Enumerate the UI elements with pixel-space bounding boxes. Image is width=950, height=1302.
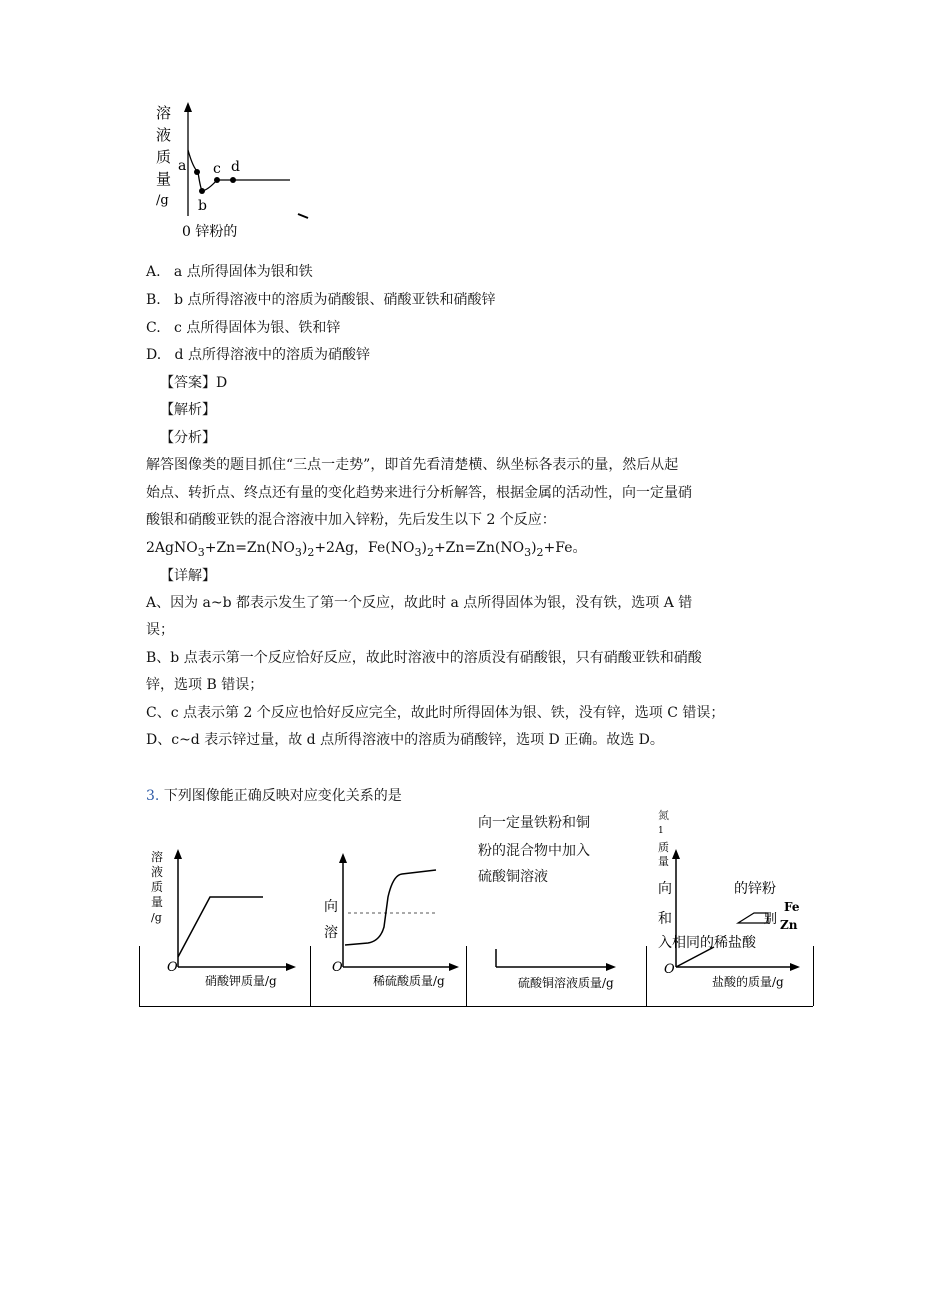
detail-line-5: C、c 点表示第 2 个反应也恰好反应完全，故此时所得固体为银、铁，没有锌，选项 C 错误； — [146, 705, 725, 721]
svg-text:/g: /g — [151, 911, 162, 924]
fig1-xlabel: 0 锌粉的 — [182, 224, 238, 240]
fig1-point-c: c — [213, 161, 221, 177]
q3-graph-3 — [482, 945, 642, 995]
svg-text:1: 1 — [658, 826, 664, 836]
svg-text:和: 和 — [658, 911, 672, 927]
q3-overlay-line-2: 粉的混合物中加入 — [478, 843, 590, 859]
fig1-ylabel-5: /g — [156, 193, 169, 208]
q3-graph-1 — [145, 845, 305, 995]
detail-line-1: A、因为 a~b 都表示发生了第一个反应，故此时 a 点所得固体为银，没有铁，选项 A 错 — [146, 595, 693, 611]
table-border-right — [813, 946, 814, 1006]
q3-overlay-line-1: 向一定量铁粉和铜 — [478, 815, 590, 831]
svg-text:量: 量 — [151, 895, 164, 909]
svg-text:别: 别 — [764, 912, 778, 927]
q3-overlay-line-3: 硫酸铜溶液 — [478, 869, 548, 885]
option-b — [146, 290, 496, 310]
svg-text:质: 质 — [151, 880, 164, 894]
svg-text:Zn: Zn — [780, 918, 798, 932]
fenxi-line-1: 解答图像类的题目抓住“三点一走势”，即首先看清楚横、纵坐标各表示的量，然后从起 — [146, 457, 679, 473]
option-b-letter: B. — [146, 292, 161, 308]
analysis-heading: 【解析】 — [160, 402, 216, 418]
svg-text:的锌粉: 的锌粉 — [734, 881, 776, 897]
option-c-letter: C. — [146, 320, 161, 336]
option-a-text: a 点所得固体为银和铁 — [173, 264, 313, 280]
option-c-text: c 点所得固体为银、铁和锌 — [174, 320, 341, 336]
option-d-text: d 点所得溶液中的溶质为硝酸锌 — [174, 347, 370, 363]
fig1-ylabel-2: 液 — [156, 126, 172, 144]
svg-text:硫酸铜溶液质量/g: 硫酸铜溶液质量/g — [518, 976, 614, 990]
answer-line: 【答案】D — [160, 375, 228, 391]
table-border-1 — [310, 946, 311, 1006]
svg-text:向: 向 — [324, 899, 338, 915]
question-3-number: 3. — [146, 788, 160, 804]
fenxi-line-2: 始点、转折点、终点还有量的变化趋势来进行分析解答，根据金属的活动性，向一定量硝 — [146, 485, 692, 501]
fenxi-heading: 【分析】 — [160, 430, 216, 446]
svg-text:O: O — [332, 960, 343, 975]
table-border-left — [139, 946, 140, 1006]
detail-heading: 【详解】 — [160, 568, 216, 584]
q3-graph-4 — [650, 805, 812, 995]
fig1-ylabel-3: 质 — [156, 148, 172, 166]
svg-text:入相同的稀盐酸: 入相同的稀盐酸 — [658, 935, 756, 951]
question-3 — [146, 786, 402, 806]
svg-text:稀硫酸质量/g: 稀硫酸质量/g — [373, 974, 445, 988]
svg-text:溶: 溶 — [324, 925, 338, 941]
option-d — [146, 345, 370, 365]
svg-text:O: O — [664, 962, 675, 977]
svg-text:质: 质 — [658, 841, 669, 854]
fig1-point-a: a — [178, 158, 187, 174]
fig1-ylabel-4: 量 — [156, 170, 172, 188]
svg-text:液: 液 — [151, 865, 164, 879]
fig1-point-b: b — [198, 198, 207, 214]
reaction-equation: $2AgNO_3+Zn=Zn(NO_3)_2+2Ag$，$Fe(NO_3)_2+Zn=Zn(NO_3)_2+Fe$。 — [146, 540, 587, 559]
svg-text:量: 量 — [658, 855, 669, 868]
svg-text:硝酸钾质量/g: 硝酸钾质量/g — [205, 974, 277, 988]
option-d-letter: D. — [146, 347, 162, 363]
fig1-ylabel-1: 溶 — [156, 104, 172, 122]
fenxi-line-3: 酸银和硝酸亚铁的混合溶液中加入锌粉，先后发生以下 2 个反应： — [146, 512, 556, 528]
svg-text:溶: 溶 — [151, 850, 164, 864]
option-a-letter: A. — [146, 264, 161, 280]
detail-line-6: D、c~d 表示锌过量，故 d 点所得溶液中的溶质为硝酸锌，选项 D 正确。故选 D。 — [146, 732, 664, 748]
fig1-point-d: d — [231, 159, 240, 175]
detail-line-4: 锌，选项 B 错误； — [146, 677, 264, 693]
svg-text:Fe: Fe — [784, 900, 800, 914]
table-border-3 — [646, 946, 647, 1006]
option-c — [146, 318, 340, 338]
detail-line-2: 误； — [146, 622, 174, 638]
option-b-text: b 点所得溶液中的溶质为硝酸银、硝酸亚铁和硝酸锌 — [174, 292, 496, 308]
option-a — [146, 262, 313, 282]
svg-text:氮: 氮 — [658, 809, 669, 822]
svg-text:向: 向 — [658, 881, 672, 897]
svg-text:O: O — [167, 960, 178, 975]
table-border-bottom — [139, 1006, 813, 1007]
svg-text:盐酸的质量/g: 盐酸的质量/g — [712, 975, 784, 989]
detail-line-3: B、b 点表示第一个反应恰好反应，故此时溶液中的溶质没有硝酸银，只有硝酸亚铁和硝酸 — [146, 650, 702, 666]
question-3-text: 下列图像能正确反映对应变化关系的是 — [163, 788, 402, 804]
fig1-chart — [140, 98, 320, 248]
q3-graph-2 — [318, 845, 468, 995]
